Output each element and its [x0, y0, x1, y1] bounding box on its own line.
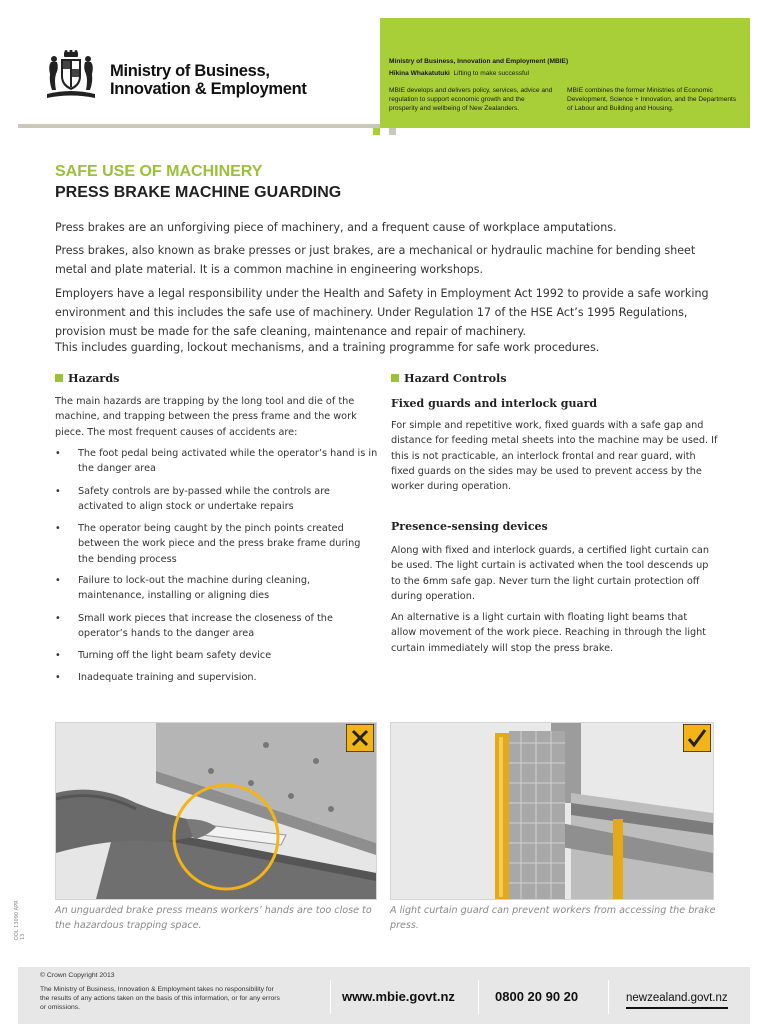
header-rule	[18, 124, 380, 128]
left-figure-caption: An unguarded brake press means workers’ hands are too close to the hazardous trapping space.	[55, 905, 372, 931]
ministry-name-line2: Innovation & Employment	[110, 80, 307, 98]
intro-paragraph: Employers have a legal responsibility under the Health and Safety in Employment Act 1992 to provide a safe working environment and this includes the safe use of machinery. Under Regulation 17 of the HSE Act’s 1995 Regulations, provision must be made for the safe cleaning, maintenance and repair of machinery.	[55, 287, 709, 338]
nz-government-logo[interactable]: newzealand.govt.nz	[626, 992, 728, 1004]
light-curtain-paragraph: An alternative is a light curtain with floating light beams that allow movement of the work piece. Reaching in through the light curtain immediately will stop the press brake.	[391, 612, 707, 654]
cross-icon	[346, 724, 374, 752]
fixed-guards-subheading: Fixed guards and interlock guard	[391, 397, 598, 410]
light-curtain-illustration	[390, 722, 714, 900]
list-item: • Safety controls are by-passed while the controls are activated to align stock or undertake repairs	[55, 486, 330, 513]
intro-paragraph: Press brakes are an unforgiving piece of machinery, and a frequent cause of workplace amputations.	[55, 221, 617, 234]
hazards-heading: Hazards	[55, 371, 119, 385]
heading-marker-icon	[55, 374, 63, 382]
mbie-tagline	[389, 70, 529, 77]
footer-divider	[330, 980, 331, 1014]
footer-disclaimer: The Ministry of Business, Innovation & Employment takes no responsibility for the results of any actions taken on the basis of this information, or for any errors or omissions.	[40, 986, 280, 1011]
mbie-title: Ministry of Business, Innovation and Employment (MBIE)	[389, 58, 569, 65]
heading-marker-icon	[391, 374, 399, 382]
list-item: • Small work pieces that increase the closeness of the operator’s hands to the danger area	[55, 613, 333, 640]
list-item: • Inadequate training and supervision.	[55, 672, 257, 683]
footer-divider	[608, 980, 609, 1014]
presence-sensing-subheading: Presence-sensing devices	[391, 520, 548, 533]
fixed-guards-paragraph: For simple and repetitive work, fixed guards with a safe gap and distance for feeding metal sheets into the machine may be used. If this is not practicable, an interlock frontal and rear guard, with fixed guards on the sides may be used to prevent access by the worker during operation.	[391, 420, 718, 493]
document-code: DOL 13090 APR 13	[14, 900, 26, 940]
intro-paragraph: This includes guarding, lockout mechanisms, and a training programme for safe work procedures.	[55, 341, 600, 354]
tick-icon	[683, 724, 711, 752]
tagline-english: Lifting to make successful	[453, 70, 529, 77]
list-item: • Failure to lock-out the machine during cleaning, maintenance, installing or aligning dies	[55, 575, 311, 602]
unguarded-press-illustration	[55, 722, 377, 900]
hazard-controls-heading: Hazard Controls	[391, 371, 507, 385]
footer-copyright: © Crown Copyright 2013	[40, 972, 115, 979]
intro-paragraph: Press brakes, also known as brake presses or just brakes, are a mechanical or hydraulic machine for bending sheet metal and plate material. It is a common machine in engineering workshops.	[55, 244, 696, 276]
ministry-name-line1: Ministry of Business,	[110, 62, 270, 80]
list-item: • The foot pedal being activated while the operator’s hand is in the danger area	[55, 448, 378, 475]
document-subtitle: PRESS BRAKE MACHINE GUARDING	[55, 184, 342, 201]
mbie-description: MBIE develops and delivers policy, services, advice and regulation to support economic growth and the prosperity and wellbeing of New Zealanders.	[389, 87, 553, 112]
ministry-name	[110, 62, 307, 98]
phone-number: 0800 20 90 20	[495, 989, 579, 1004]
presence-sensing-paragraph: Along with fixed and interlock guards, a certified light curtain can be used. The light curtain is activated when the tool descends up to the 6mm safe gap. Never turn the light curtain protection off during operation.	[391, 545, 709, 602]
nz-coat-of-arms-icon	[43, 50, 99, 100]
footer-divider	[478, 980, 479, 1014]
hazards-lead: The main hazards are trapping by the long tool and die of the machine, and trapping between the press frame and the work piece. The most frequent causes of accidents are:	[55, 396, 357, 438]
tagline-maori: Hīkina Whakatutuki	[389, 70, 450, 77]
header-decor-squares	[373, 128, 403, 136]
document-title: SAFE USE OF MACHINERY	[55, 163, 263, 180]
mbie-combines-note: MBIE combines the former Ministries of Economic Development, Science + Innovation, and the Departments of Labour and Building and Housing.	[567, 87, 737, 112]
website-link[interactable]: www.mbie.govt.nz	[342, 989, 455, 1004]
right-figure-caption: A light curtain guard can prevent workers from accessing the brake press.	[390, 905, 716, 931]
list-item: • The operator being caught by the pinch points created between the work piece and the press brake frame during the bending process	[55, 523, 361, 565]
list-item: • Turning off the light beam safety device	[55, 650, 272, 661]
